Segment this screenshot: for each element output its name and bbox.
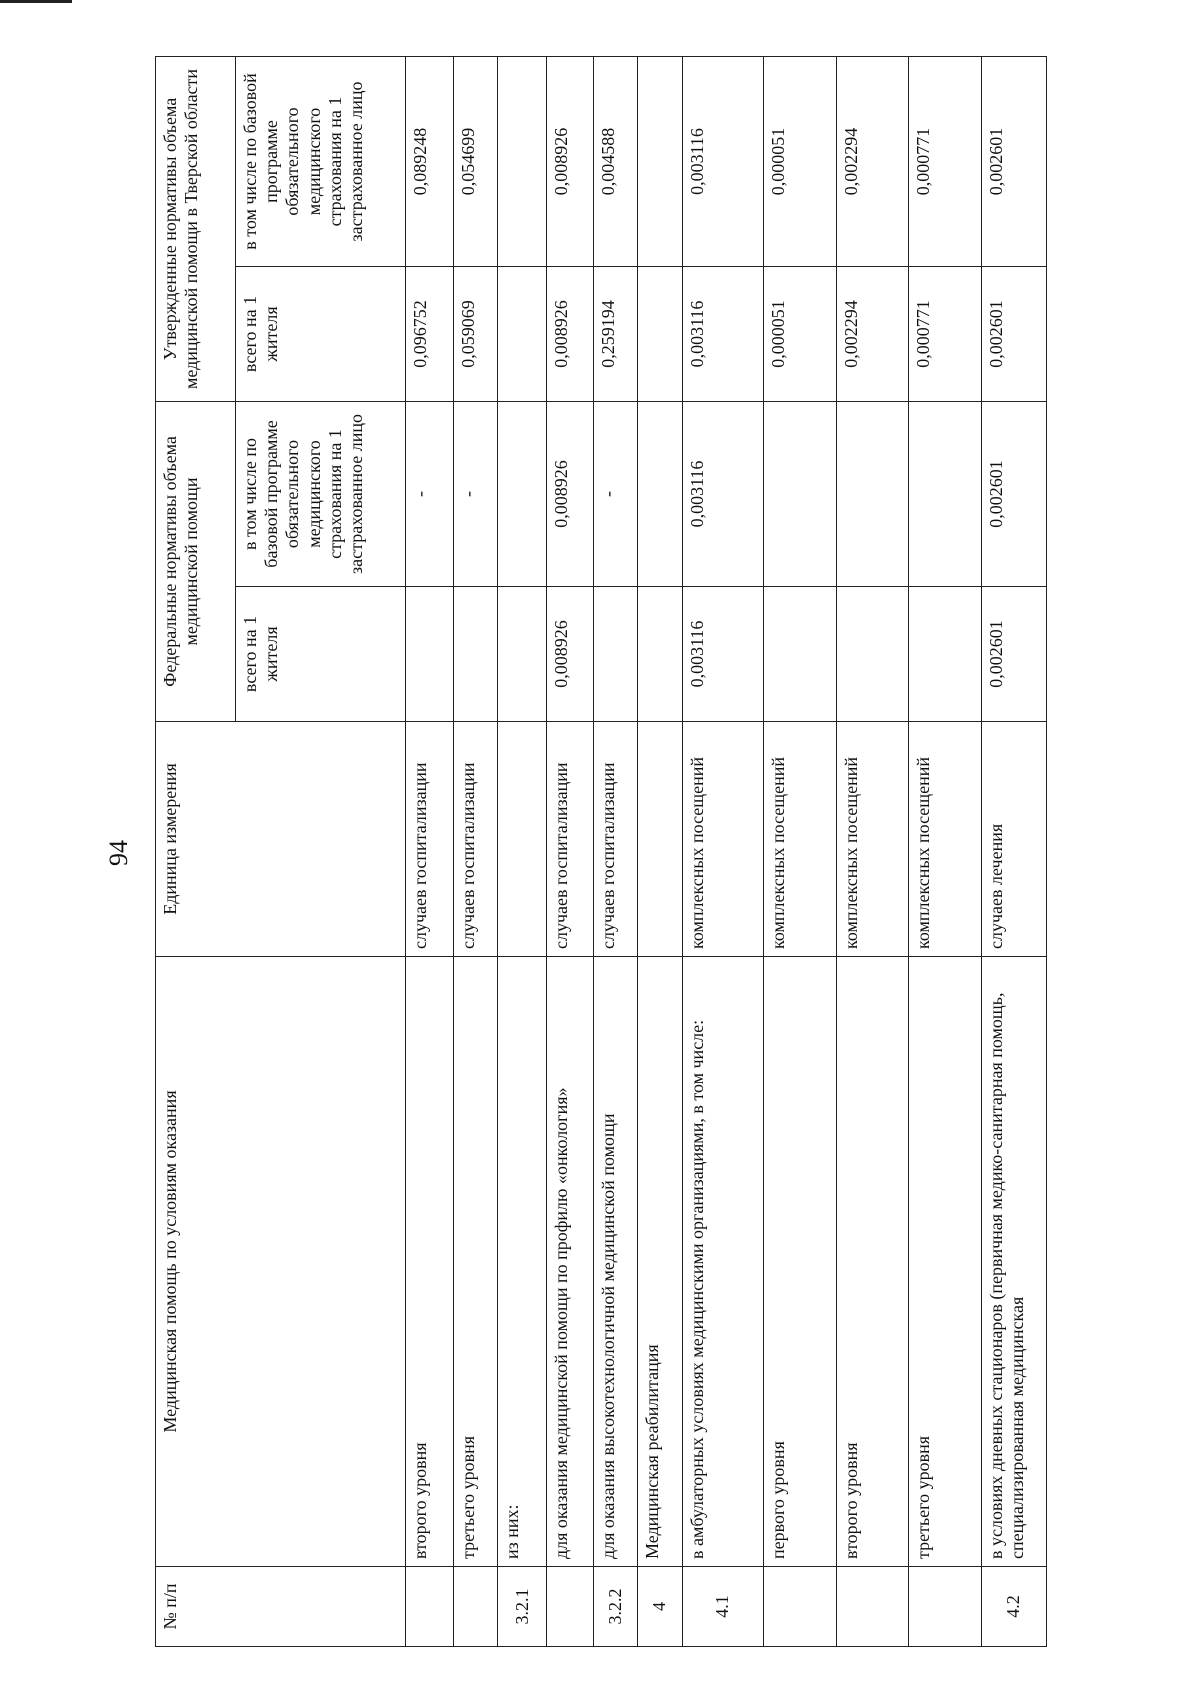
row-fed-oms: 0,008926	[547, 401, 594, 586]
table-row	[406, 56, 454, 1646]
row-num: 4	[638, 1567, 682, 1647]
header-federal-group: Федеральные нормативы объема медицинской помощи	[156, 401, 236, 721]
row-reg-total: 0,002294	[836, 266, 908, 401]
row-reg-oms	[638, 56, 682, 266]
row-fed-oms: 0,002601	[981, 401, 1047, 586]
row-unit: комплексных посещений	[836, 722, 908, 957]
row-fed-total	[406, 587, 454, 722]
row-unit: случаев госпитализации	[406, 722, 454, 957]
medical-volume-norms-table	[155, 56, 1047, 1647]
row-name: второго уровня	[836, 957, 908, 1567]
row-reg-total: 0,059069	[453, 266, 497, 401]
row-unit: случаев лечения	[981, 722, 1047, 957]
table-row	[593, 56, 637, 1646]
row-unit	[638, 722, 682, 957]
row-reg-total: 0,008926	[547, 266, 594, 401]
row-num	[453, 1567, 497, 1647]
row-num: 3.2.1	[498, 1567, 547, 1647]
row-reg-oms: 0,054699	[453, 56, 497, 266]
row-reg-oms: 0,002601	[981, 56, 1047, 266]
row-reg-total: 0,000051	[764, 266, 836, 401]
row-reg-total	[638, 266, 682, 401]
row-fed-oms	[909, 401, 981, 586]
row-reg-total: 0,259194	[593, 266, 637, 401]
header-regional-total: всего на 1 жителя	[236, 266, 406, 401]
row-num	[764, 1567, 836, 1647]
row-fed-oms: -	[406, 401, 454, 586]
row-fed-total: 0,003116	[682, 587, 764, 722]
row-fed-oms: -	[593, 401, 637, 586]
row-unit: случаев госпитализации	[547, 722, 594, 957]
row-name: для оказания высокотехнологичной медицинской помощи	[593, 957, 637, 1567]
row-reg-oms: 0,004588	[593, 56, 637, 266]
row-name: в амбулаторных условиях медицинскими организациями, в том числе:	[682, 957, 764, 1567]
row-unit: случаев госпитализации	[453, 722, 497, 957]
row-unit: случаев госпитализации	[593, 722, 637, 957]
row-fed-total	[909, 587, 981, 722]
row-name: для оказания медицинской помощи по профилю «онкология»	[547, 957, 594, 1567]
table-row	[682, 56, 764, 1646]
header-num: № п/п	[156, 1567, 406, 1647]
header-regional-group: Утвержденные нормативы объема медицинской помощи в Тверской области	[156, 56, 236, 401]
row-reg-total	[498, 266, 547, 401]
row-fed-oms: 0,003116	[682, 401, 764, 586]
row-name: первого уровня	[764, 957, 836, 1567]
row-name: из них:	[498, 957, 547, 1567]
rotated-page-content	[155, 57, 1047, 1647]
row-num: 4.2	[981, 1567, 1047, 1647]
row-reg-total: 0,096752	[406, 266, 454, 401]
row-fed-total: 0,002601	[981, 587, 1047, 722]
row-reg-oms: 0,000051	[764, 56, 836, 266]
table-row	[453, 56, 497, 1646]
row-reg-total: 0,002601	[981, 266, 1047, 401]
table-row	[909, 56, 981, 1646]
row-num	[909, 1567, 981, 1647]
row-reg-oms: 0,089248	[406, 56, 454, 266]
row-reg-oms	[498, 56, 547, 266]
row-reg-oms: 0,003116	[682, 56, 764, 266]
table-row	[547, 56, 594, 1646]
header-federal-oms: в том числе по базовой программе обязательного медицинского страхования на 1 застрахованное лицо	[236, 401, 406, 586]
row-fed-total	[593, 587, 637, 722]
row-fed-total	[638, 587, 682, 722]
row-num: 3.2.2	[593, 1567, 637, 1647]
row-name: третьего уровня	[453, 957, 497, 1567]
table-row	[498, 56, 547, 1646]
row-fed-total	[836, 587, 908, 722]
row-reg-oms: 0,008926	[547, 56, 594, 266]
row-name: третьего уровня	[909, 957, 981, 1567]
row-unit: комплексных посещений	[682, 722, 764, 957]
row-name: в условиях дневных стационаров (первичная медико-санитарная помощь, специализированная медицинская	[981, 957, 1047, 1567]
row-num	[836, 1567, 908, 1647]
row-fed-total: 0,008926	[547, 587, 594, 722]
row-fed-total	[764, 587, 836, 722]
row-reg-total: 0,000771	[909, 266, 981, 401]
row-unit: комплексных посещений	[909, 722, 981, 957]
row-fed-oms	[638, 401, 682, 586]
header-federal-total: всего на 1 жителя	[236, 587, 406, 722]
row-reg-oms: 0,000771	[909, 56, 981, 266]
header-name: Медицинская помощь по условиям оказания	[156, 957, 406, 1567]
row-name: второго уровня	[406, 957, 454, 1567]
table-row	[981, 56, 1047, 1646]
row-reg-total: 0,003116	[682, 266, 764, 401]
row-fed-total	[453, 587, 497, 722]
row-fed-oms	[836, 401, 908, 586]
page-number: 94	[104, 840, 133, 866]
row-unit	[498, 722, 547, 957]
row-num	[406, 1567, 454, 1647]
table-row	[836, 56, 908, 1646]
row-num: 4.1	[682, 1567, 764, 1647]
row-reg-oms: 0,002294	[836, 56, 908, 266]
table-row	[638, 56, 682, 1646]
scan-edge-mark	[0, 0, 72, 3]
table-row	[764, 56, 836, 1646]
row-unit: комплексных посещений	[764, 722, 836, 957]
header-unit: Единица измерения	[156, 722, 406, 957]
row-name: Медицинская реабилитация	[638, 957, 682, 1567]
row-fed-oms	[498, 401, 547, 586]
row-fed-total	[498, 587, 547, 722]
header-regional-oms: в том числе по базовой программе обязательного медицинского страхования на 1 застрахованное лицо	[236, 56, 406, 266]
header-row-groups	[156, 56, 236, 1646]
row-fed-oms: -	[453, 401, 497, 586]
row-num	[547, 1567, 594, 1647]
row-fed-oms	[764, 401, 836, 586]
